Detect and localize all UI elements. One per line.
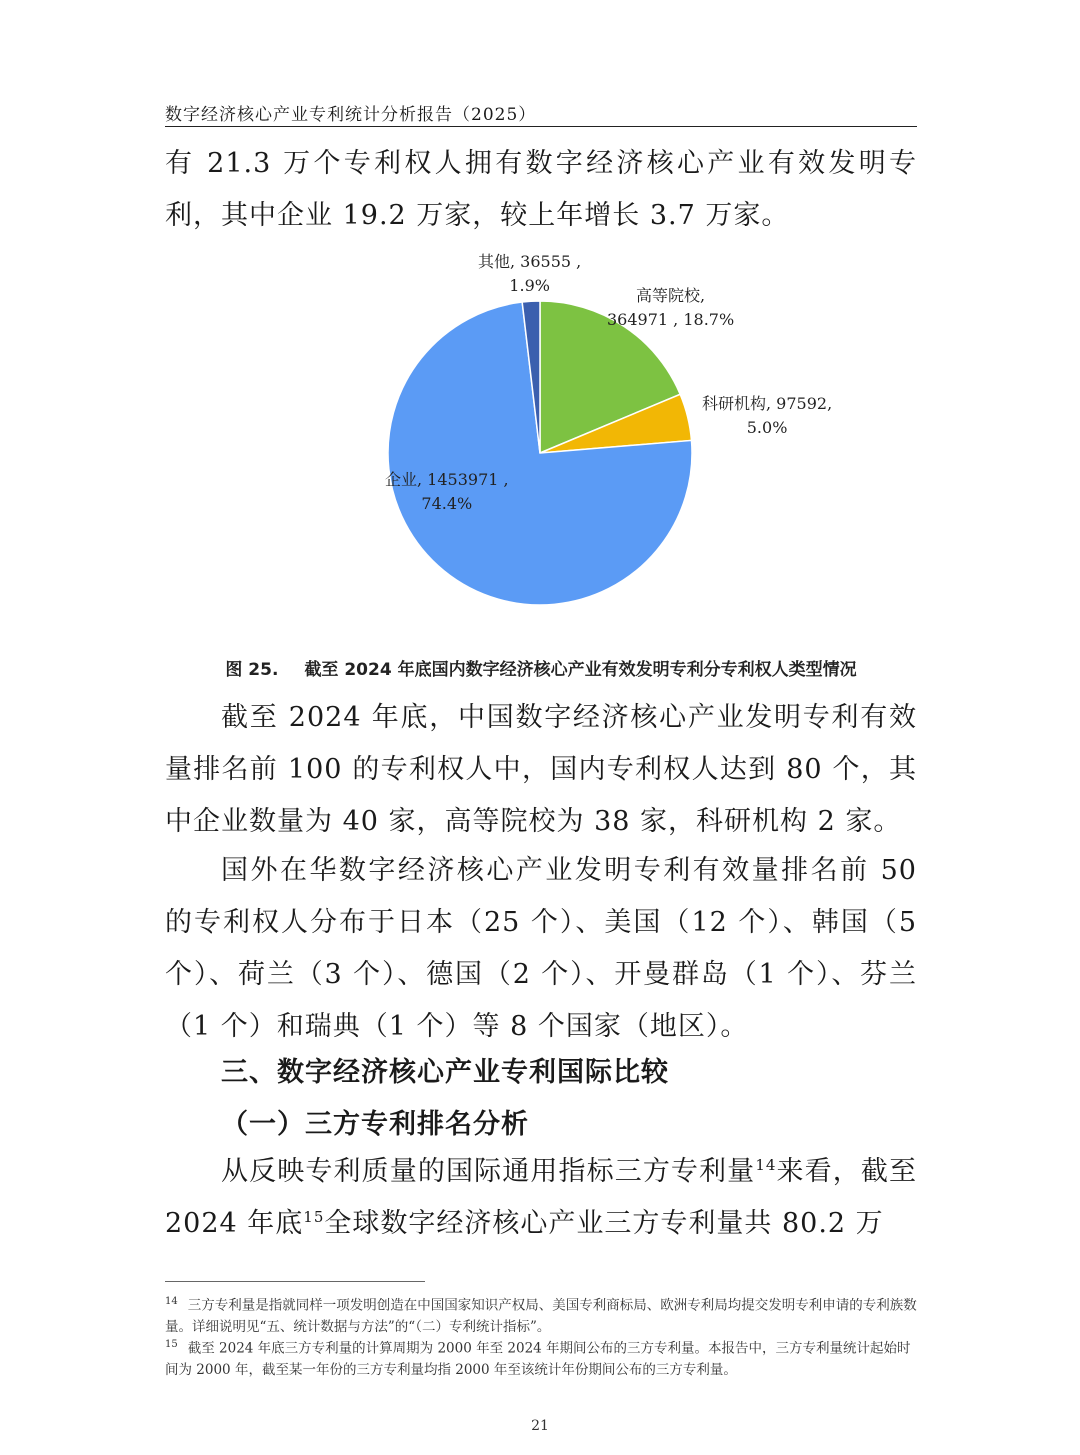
figure-caption	[165, 655, 917, 680]
section-heading: 三、数字经济核心产业专利国际比较	[221, 1057, 669, 1088]
footnote-15: $^{15}$ 截至 2024 年底三方专利量的计算周期为 2000 年至 2024 年期间公布的三方专利量。本报告中，三方专利量统计起始时间为 2000 年，截至某一年份的三方专利量均指 2000 年至该统计年份期间公布的三方专利量。	[165, 1339, 911, 1378]
body-paragraph-1: 截至 2024 年底，中国数字经济核心产业发明专利有效量排名前 100 的专利权人中，国内专利权人达到 80 个，其中企业数量为 40 家，高等院校为 38 家，科研机构 2 家。	[165, 702, 917, 837]
slice-label-research: 科研机构, 97592, 5.0%	[702, 394, 833, 437]
subsection-heading: （一）三方专利排名分析	[221, 1109, 529, 1140]
pie-chart	[300, 240, 860, 620]
footnote-ref-14[interactable]: 14	[755, 1156, 777, 1174]
intro-paragraph: 有 21.3 万个专利权人拥有数字经济核心产业有效发明专利，其中企业 19.2 万家，较上年增长 3.7 万家。	[165, 148, 917, 231]
running-header: 数字经济核心产业专利统计分析报告（2025）	[165, 105, 537, 125]
slice-label-other: 其他, 36555 , 1.9%	[478, 252, 582, 295]
footnote-rule	[165, 1281, 425, 1282]
figure-number: 图 25.	[225, 660, 279, 680]
slice-label-university: 高等院校, 364971 , 18.7%	[607, 286, 735, 329]
footnote-ref-15[interactable]: 15	[303, 1208, 325, 1226]
page-number: 21	[531, 1418, 549, 1434]
footnote-14: $^{14}$ 三方专利量是指就同样一项发明创造在中国国家知识产权局、美国专利商标局、欧洲专利局均提交发明专利申请的专利族数量。详细说明见“五、统计数据与方法”的“（二）专利统计指标”。	[165, 1296, 917, 1335]
body-paragraph-3: 从反映专利质量的国际通用指标三方专利量$^{14}$来看，截至 2024 年底$^{15}$全球数字经济核心产业三方专利量共 80.2 万	[165, 1156, 918, 1239]
slice-label-enterprise: 企业, 1453971 , 74.4%	[385, 470, 509, 513]
header-rule	[165, 126, 917, 127]
body-paragraph-2: 国外在华数字经济核心产业发明专利有效量排名前 50 的专利权人分布于日本（25 个）、美国（12 个）、韩国（5 个）、荷兰（3 个）、德国（2 个）、开曼群岛（1 个）、芬兰（1 个）和瑞典（1 个）等 8 个国家（地区）。	[165, 855, 917, 1042]
figure-caption-text: 截至 2024 年底国内数字经济核心产业有效发明专利分专利权人类型情况	[304, 660, 857, 680]
